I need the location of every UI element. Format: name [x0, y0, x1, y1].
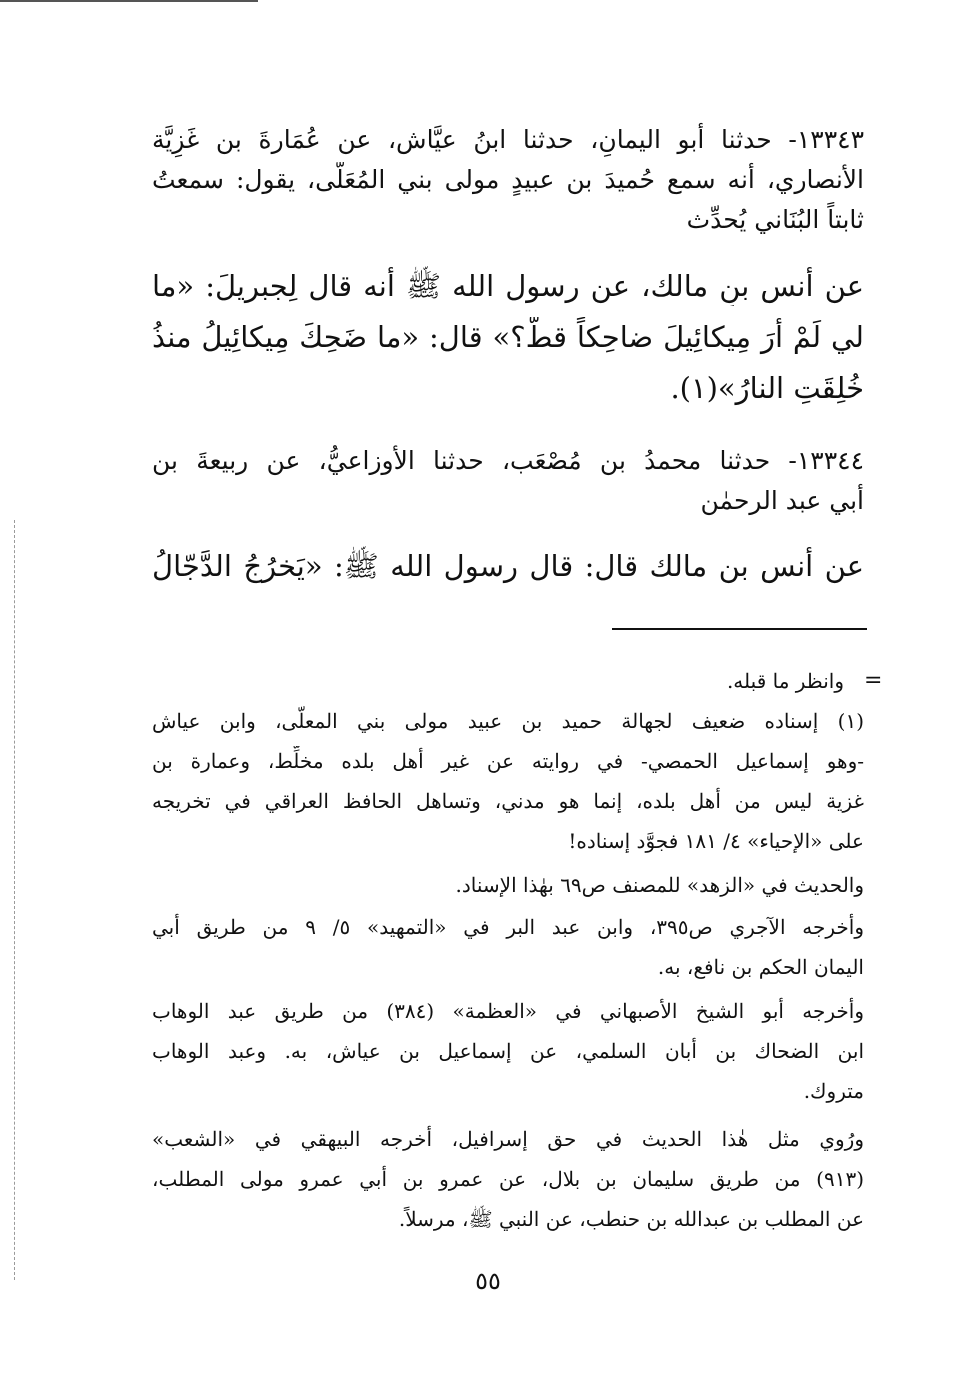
footnote-israfil-line: ورُوي مثل هٰذا الحديث في حق إسرافيل، أخرجه البيهقي في «الشعب» — [152, 1127, 864, 1151]
isnad-line: ١٣٣٤٤- حدثنا محمدُ بن مُصْعَب، حدثنا الأوزاعيُّ، عن ربيعةَ بن — [152, 446, 864, 475]
footnote-ajurri-line: اليمان الحكم بن نافع، به. — [657, 955, 864, 979]
matn-line: لي لَمْ أرَ مِيكائِيلَ ضاحِكاً قطُّ؟» قال: «ما ضَحِكَ مِيكائِيلُ منذُ — [152, 320, 864, 354]
scan-edge-left — [14, 520, 15, 1280]
footnote-1-line: غزية ليس من أهل بلده، إنما هو مدني، وتساهل الحافظ العراقي في تخريجه — [152, 789, 864, 813]
scan-edge-top — [0, 0, 258, 2]
footnote-israfil-line: (٩١٣) من طريق سليمان بن بلال، عن عمرو بن أبي عمرو مولى المطلب، — [152, 1167, 864, 1191]
footnote-1-line: -وهو إسماعيل الحمصي- في روايته عن غير أهل بلده مخلِّط، وعمارة بن — [152, 749, 864, 773]
matn-line: عن أنس بن مالك قال: قال رسول الله ﷺ: «يَخرُجُ الدَّجّالُ — [152, 549, 864, 583]
matn-line: عن أنس بنِ مالك، عن رسول الله ﷺ أنه قال لِجبريلَ: «ما — [152, 269, 864, 303]
footnote-separator — [612, 628, 867, 630]
footnote-zuhd-line: والحديث في «الزهد» للمصنف ص٦٩ بهٰذا الإسناد. — [455, 873, 864, 897]
footnote-abushaykh-line: وأخرجه أبو الشيخ الأصبهاني في «العظمة» (٣٨٤) من طريق عبد الوهاب — [152, 999, 864, 1023]
footnote-abushaykh-line: متروك. — [803, 1079, 864, 1103]
matn-line: خُلِقَتِ النارُ»(١). — [670, 371, 864, 405]
isnad-line: أبي عبد الرحمٰن — [700, 486, 864, 515]
footnote-abushaykh-line: ابن الضحاك بن أبان السلمي، عن إسماعيل بن عياش، به. وعبد الوهاب — [152, 1039, 864, 1063]
footnote-ajurri-line: وأخرجه الآجري ص٣٩٥، وابن عبد البر في «التمهيد» ٥/ ٩ من طريق أبي — [152, 915, 864, 939]
continuation-marker: = — [864, 668, 883, 693]
isnad-line: ١٣٣٤٣- حدثنا أبو اليمانِ، حدثنا ابنُ عيَّاش، عن عُمَارةَ بن غَزِيَّة — [152, 125, 864, 154]
footnote-1-line: (١) إسناده ضعيف لجهالة حميد بن عبيد مولى بني المعلَّى، وابن عياش — [152, 709, 864, 733]
isnad-line: ثابتاً البُنَاني يُحدِّث — [686, 205, 864, 234]
footnote-continuation: وانظر ما قبله. — [726, 669, 844, 693]
isnad-line: الأنصاري، أنه سمع حُميدَ بن عبيدٍ مولى بني المُعَلَّى، يقول: سمعتُ — [152, 165, 864, 194]
footnote-1-line: على «الإحياء» ٤/ ١٨١ فجوَّد إسناده! — [568, 829, 864, 853]
page-number: ٥٥ — [475, 1267, 501, 1295]
footnote-israfil-line: عن المطلب بن عبدالله بن حنطب، عن النبي ﷺ، مرسلاً. — [398, 1207, 864, 1231]
